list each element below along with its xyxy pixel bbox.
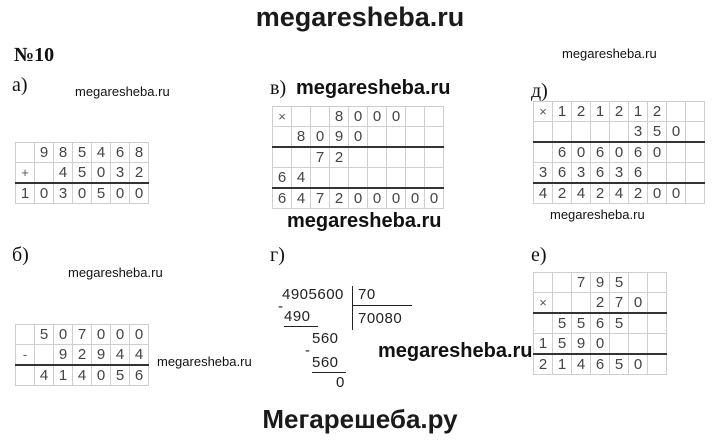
grid-operator-sign: + (16, 163, 35, 184)
grid-cell (35, 345, 54, 366)
grid-row (273, 107, 444, 127)
grid-e-multiplication (533, 272, 667, 375)
label-g: г) (270, 244, 285, 266)
grid-cell (534, 273, 553, 293)
grid-cell: 6 (273, 168, 292, 189)
problem-number: №10 (14, 44, 55, 66)
grid-cell: 6 (273, 188, 292, 209)
grid-cell: 2 (330, 188, 349, 209)
division-minus-2: - (305, 342, 311, 359)
label-b: б) (12, 244, 29, 266)
division-remainder-1: 560 (312, 330, 339, 347)
grid-cell: 6 (591, 313, 610, 334)
grid-cell: 5 (572, 313, 591, 334)
watermark-big-2: megaresheba.ru (287, 210, 442, 232)
grid-cell (368, 147, 387, 168)
grid-row (534, 293, 667, 314)
grid-cell: 4 (130, 345, 149, 366)
grid-cell: 6 (111, 143, 130, 163)
grid-cell: 1 (54, 365, 73, 386)
grid-cell: 4 (54, 163, 73, 184)
grid-cell: 2 (648, 102, 667, 122)
grid-cell (425, 127, 444, 148)
grid-cell: 9 (92, 345, 111, 366)
grid-row (16, 143, 149, 163)
grid-cell: 2 (553, 183, 572, 204)
grid-cell (368, 168, 387, 189)
grid-cell: 9 (330, 127, 349, 148)
grid-cell: 7 (311, 147, 330, 168)
label-d: д) (531, 80, 548, 102)
grid-cell: 6 (591, 163, 610, 184)
grid-cell (667, 142, 686, 163)
grid-cell (572, 122, 591, 143)
grid-cell: 0 (387, 107, 406, 127)
grid-cell (387, 127, 406, 148)
grid-cell: 0 (92, 325, 111, 345)
grid-cell: 5 (92, 183, 111, 204)
division-subtrahend-2: 560 (312, 354, 339, 371)
grid-row (534, 122, 705, 143)
grid-cell: 0 (387, 188, 406, 209)
grid-cell: 8 (130, 143, 149, 163)
grid-cell (406, 168, 425, 189)
grid-row (534, 163, 705, 184)
division-divisor-line (352, 305, 412, 306)
grid-row (534, 183, 705, 204)
division-dividend: 4905600 (282, 286, 344, 303)
grid-cell: 3 (610, 163, 629, 184)
grid-a-addition (15, 142, 149, 204)
watermark-small-2: megaresheba.ru (75, 84, 170, 99)
grid-cell: 4 (572, 183, 591, 204)
grid-cell: 2 (629, 183, 648, 204)
grid-cell: 4 (572, 354, 591, 375)
grid-cell (425, 168, 444, 189)
grid-cell (387, 147, 406, 168)
grid-cell: 3 (111, 163, 130, 184)
grid-cell: 0 (73, 183, 92, 204)
grid-cell: 5 (553, 313, 572, 334)
grid-cell: 8 (292, 127, 311, 148)
grid-cell (292, 107, 311, 127)
grid-cell: 3 (534, 163, 553, 184)
grid-cell: 5 (73, 143, 92, 163)
grid-row (16, 345, 149, 366)
grid-cell: 9 (572, 334, 591, 355)
grid-row (16, 183, 149, 204)
grid-cell: 0 (311, 127, 330, 148)
grid-cell (648, 273, 667, 293)
grid-cell: 0 (648, 183, 667, 204)
grid-cell: 0 (667, 122, 686, 143)
grid-cell (425, 147, 444, 168)
grid-row (16, 163, 149, 184)
grid-cell (610, 122, 629, 143)
grid-cell (686, 142, 705, 163)
grid-cell: 6 (591, 354, 610, 375)
grid-cell: 3 (572, 163, 591, 184)
grid-cell (648, 313, 667, 334)
division-minus-1: - (278, 298, 284, 315)
watermark-big-1: megaresheba.ru (296, 77, 451, 99)
watermark-bottom: Мегарешеба.ру (262, 404, 458, 434)
grid-cell (648, 334, 667, 355)
label-a: а) (12, 74, 28, 96)
grid-cell (35, 163, 54, 184)
grid-cell: 6 (553, 142, 572, 163)
grid-cell: 8 (330, 107, 349, 127)
grid-cell: 0 (368, 107, 387, 127)
grid-operator-sign: × (534, 102, 553, 122)
grid-cell (648, 354, 667, 375)
grid-cell: 0 (629, 293, 648, 314)
grid-cell (406, 107, 425, 127)
grid-cell: 7 (610, 293, 629, 314)
grid-row (534, 354, 667, 375)
watermark-top: megaresheba.ru (255, 2, 465, 32)
grid-cell (534, 122, 553, 143)
watermark-big-3: megaresheba.ru (378, 340, 533, 362)
grid-cell: 5 (35, 325, 54, 345)
grid-cell: 6 (130, 365, 149, 386)
grid-cell: 1 (591, 102, 610, 122)
grid-cell: 1 (16, 183, 35, 204)
grid-cell (273, 147, 292, 168)
grid-cell (553, 122, 572, 143)
grid-cell: 6 (629, 163, 648, 184)
grid-cell: 3 (54, 183, 73, 204)
grid-row (273, 147, 444, 168)
grid-cell: 0 (610, 142, 629, 163)
grid-cell (686, 163, 705, 184)
grid-cell: 1 (629, 102, 648, 122)
grid-cell (349, 168, 368, 189)
grid-cell: 0 (368, 188, 387, 209)
grid-cell (292, 147, 311, 168)
grid-operator-sign: - (16, 345, 35, 366)
grid-cell: 5 (553, 334, 572, 355)
grid-cell (629, 273, 648, 293)
division-vertical-bar (352, 286, 353, 330)
grid-cell (368, 127, 387, 148)
label-v: в) (270, 77, 287, 99)
grid-cell (648, 163, 667, 184)
grid-cell (330, 168, 349, 189)
grid-cell (406, 127, 425, 148)
grid-cell: 0 (572, 142, 591, 163)
grid-cell: 2 (591, 183, 610, 204)
grid-cell: 0 (425, 188, 444, 209)
grid-cell: 9 (35, 143, 54, 163)
grid-cell: 4 (35, 365, 54, 386)
grid-cell: 5 (610, 273, 629, 293)
long-division-g (278, 284, 428, 394)
watermark-small-5: megaresheba.ru (157, 354, 252, 369)
grid-cell: 0 (629, 354, 648, 375)
grid-cell: 6 (553, 163, 572, 184)
grid-cell: 4 (292, 188, 311, 209)
grid-cell (273, 127, 292, 148)
grid-cell: 9 (54, 345, 73, 366)
grid-cell (629, 313, 648, 334)
grid-row (534, 313, 667, 334)
watermark-small-1: megaresheba.ru (562, 46, 657, 61)
grid-cell: 0 (111, 325, 130, 345)
grid-cell (311, 107, 330, 127)
grid-cell: 2 (591, 293, 610, 314)
grid-cell: 5 (111, 365, 130, 386)
grid-cell: 5 (610, 354, 629, 375)
division-quotient: 70080 (358, 310, 403, 327)
grid-cell: 0 (130, 183, 149, 204)
grid-cell: 0 (92, 365, 111, 386)
grid-operator-sign: × (273, 107, 292, 127)
grid-operator-sign: × (534, 293, 553, 314)
grid-row (534, 273, 667, 293)
grid-cell: 6 (629, 142, 648, 163)
division-subtrahend-1: 490 (284, 308, 311, 325)
grid-cell: 0 (667, 183, 686, 204)
grid-cell: 2 (534, 354, 553, 375)
grid-cell: 0 (591, 334, 610, 355)
grid-cell (311, 168, 330, 189)
division-line-2 (312, 372, 346, 373)
grid-cell: 0 (406, 188, 425, 209)
grid-cell (553, 273, 572, 293)
grid-cell: 7 (73, 325, 92, 345)
grid-row (273, 188, 444, 209)
grid-row (534, 102, 705, 122)
grid-cell: 5 (610, 313, 629, 334)
grid-row (16, 325, 149, 345)
grid-v-multiplication (272, 106, 444, 209)
division-result: 0 (336, 374, 345, 391)
grid-cell: 5 (648, 122, 667, 143)
grid-cell (406, 147, 425, 168)
grid-cell (534, 142, 553, 163)
watermark-small-4: megaresheba.ru (68, 265, 163, 280)
grid-cell: 9 (591, 273, 610, 293)
grid-cell: 4 (111, 345, 130, 366)
grid-cell: 0 (35, 183, 54, 204)
grid-cell: 0 (111, 183, 130, 204)
grid-cell (534, 313, 553, 334)
grid-cell: 7 (572, 273, 591, 293)
division-divisor: 70 (358, 286, 376, 303)
grid-cell: 4 (534, 183, 553, 204)
grid-cell: 0 (648, 142, 667, 163)
label-e: е) (531, 244, 547, 266)
grid-cell: 1 (553, 102, 572, 122)
grid-cell (629, 334, 648, 355)
grid-cell: 7 (311, 188, 330, 209)
grid-row (273, 168, 444, 189)
grid-cell (349, 147, 368, 168)
grid-cell: 6 (591, 142, 610, 163)
grid-cell: 2 (73, 345, 92, 366)
grid-cell (16, 365, 35, 386)
grid-cell: 4 (73, 365, 92, 386)
grid-b-subtraction (15, 324, 149, 386)
grid-cell (686, 183, 705, 204)
grid-cell: 1 (553, 354, 572, 375)
grid-cell: 0 (54, 325, 73, 345)
grid-cell (425, 107, 444, 127)
grid-cell: 4 (292, 168, 311, 189)
grid-cell: 4 (92, 143, 111, 163)
grid-cell: 3 (629, 122, 648, 143)
grid-cell: 2 (572, 102, 591, 122)
grid-row (534, 334, 667, 355)
division-line-1 (284, 326, 318, 327)
grid-cell: 2 (130, 163, 149, 184)
grid-cell (667, 163, 686, 184)
grid-cell: 1 (534, 334, 553, 355)
grid-cell: 0 (130, 325, 149, 345)
grid-cell (686, 122, 705, 143)
grid-cell (591, 122, 610, 143)
grid-cell: 0 (349, 107, 368, 127)
grid-cell: 0 (92, 163, 111, 184)
grid-cell: 5 (73, 163, 92, 184)
grid-row (534, 142, 705, 163)
grid-row (273, 127, 444, 148)
grid-cell (16, 325, 35, 345)
grid-cell: 2 (610, 102, 629, 122)
grid-row (16, 365, 149, 386)
grid-cell (553, 293, 572, 314)
grid-cell (610, 334, 629, 355)
grid-cell (648, 293, 667, 314)
grid-cell (686, 102, 705, 122)
watermark-small-3: megaresheba.ru (550, 207, 645, 222)
grid-cell: 0 (349, 188, 368, 209)
grid-cell: 4 (610, 183, 629, 204)
grid-cell (387, 168, 406, 189)
grid-cell: 2 (330, 147, 349, 168)
grid-cell (667, 102, 686, 122)
grid-d-multiplication (533, 101, 705, 204)
grid-cell: 0 (349, 127, 368, 148)
grid-cell (572, 293, 591, 314)
grid-cell (16, 143, 35, 163)
grid-cell: 8 (54, 143, 73, 163)
